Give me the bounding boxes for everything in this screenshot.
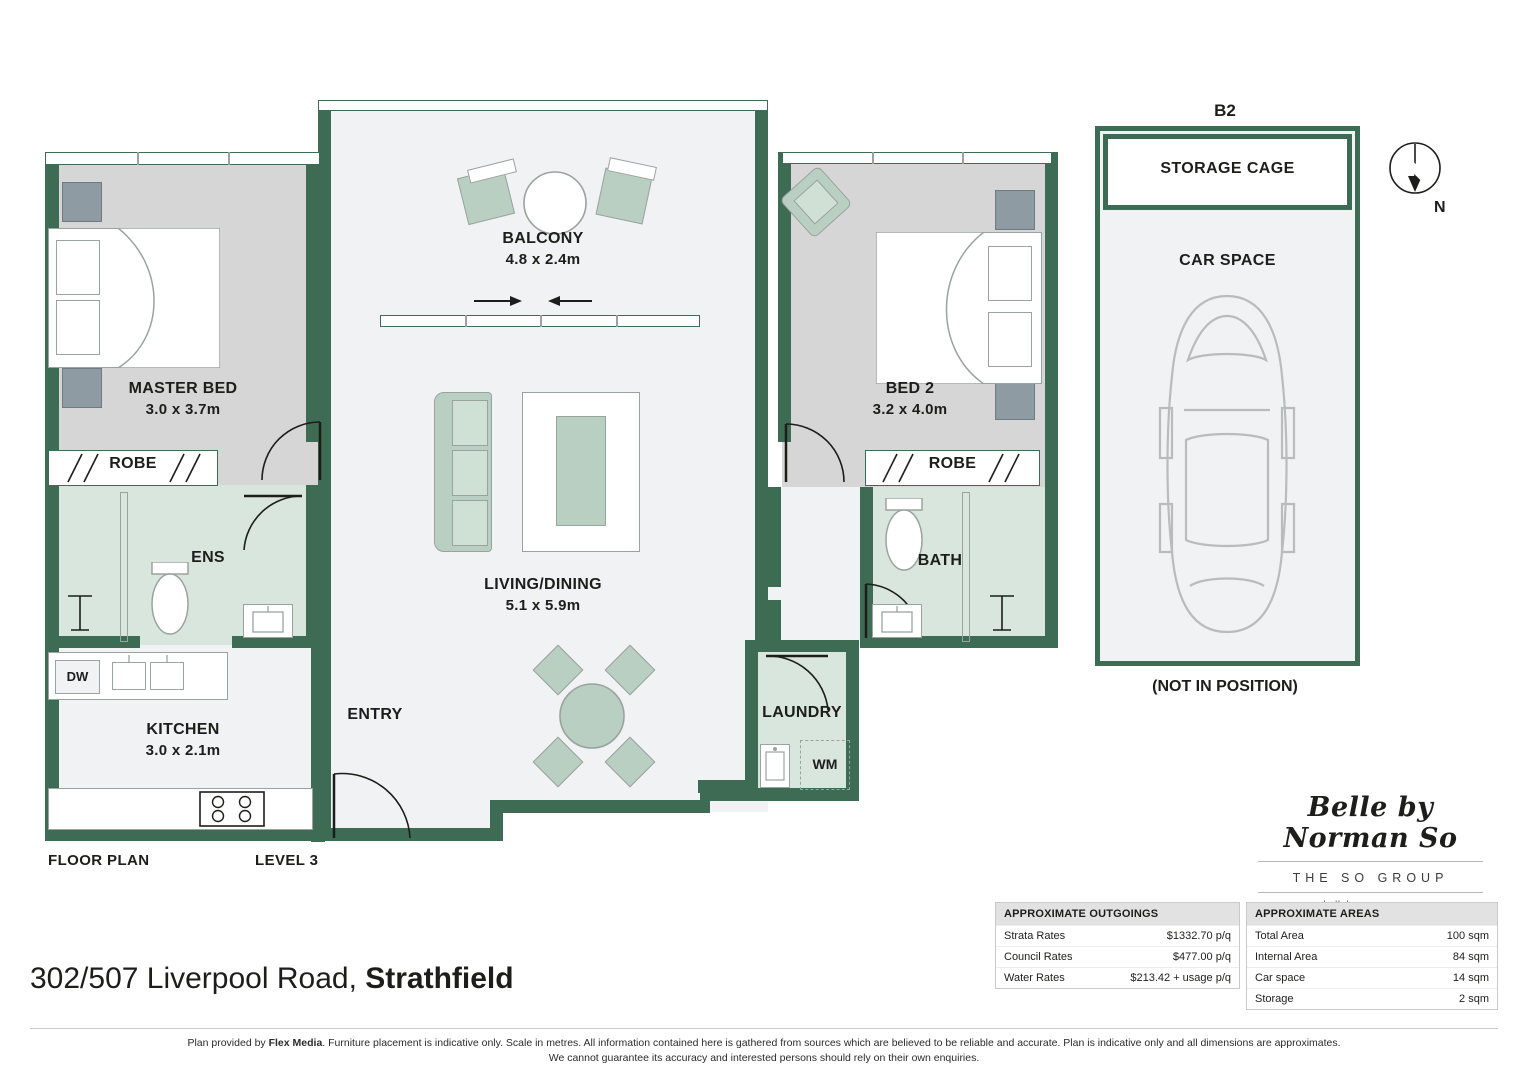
room-label-master-bed: MASTER BED 3.0 x 3.7m bbox=[128, 380, 238, 418]
areas-label: Car space bbox=[1255, 972, 1306, 984]
coffee-table bbox=[556, 416, 606, 526]
room-label-bed2: BED 2 3.2 x 4.0m bbox=[872, 380, 948, 418]
outgoings-row bbox=[996, 967, 1239, 988]
areas-heading: APPROXIMATE AREAS bbox=[1247, 903, 1497, 925]
balcony-door-div1 bbox=[465, 315, 467, 327]
north-arrow-icon bbox=[1388, 140, 1448, 218]
basin-bath bbox=[872, 604, 922, 638]
areas-label: Internal Area bbox=[1255, 951, 1318, 963]
areas-value: 100 sqm bbox=[1446, 930, 1489, 942]
b2-label: B2 bbox=[1214, 101, 1236, 120]
brand-script: Belle by Norman So bbox=[1283, 792, 1458, 854]
car-space-label: CAR SPACE bbox=[1179, 252, 1276, 269]
room-label-bath: BATH bbox=[917, 552, 963, 569]
shower-ens bbox=[120, 492, 128, 642]
cooktop-icon bbox=[198, 790, 266, 828]
dining-table bbox=[556, 680, 628, 752]
door-bed2 bbox=[782, 420, 848, 486]
floor-plan-label: FLOOR PLAN bbox=[48, 852, 150, 869]
window-bed2 bbox=[782, 152, 1052, 164]
outgoings-label: Water Rates bbox=[1004, 972, 1065, 984]
hall-fill bbox=[768, 487, 868, 647]
laundry-tub-detail bbox=[760, 744, 790, 788]
address-street: 302/507 Liverpool Road, bbox=[30, 962, 366, 995]
room-label-robe-bed2: ROBE bbox=[928, 455, 977, 472]
outgoings-heading: APPROXIMATE OUTGOINGS bbox=[996, 903, 1239, 925]
sofa-cushion-3 bbox=[452, 500, 488, 546]
entry-label: ENTRY bbox=[347, 706, 403, 723]
window-balcony-top bbox=[318, 100, 768, 111]
areas-value: 14 sqm bbox=[1452, 972, 1489, 984]
car-icon bbox=[1152, 290, 1302, 638]
carspace-diagram bbox=[1090, 100, 1370, 700]
page-title bbox=[30, 962, 514, 996]
wall-bath-right bbox=[1045, 487, 1058, 647]
svg-text:N: N bbox=[1434, 199, 1446, 216]
dishwasher-label: DW bbox=[66, 669, 89, 684]
room-label-robe-master: ROBE bbox=[109, 455, 157, 472]
wall-laundry-top bbox=[745, 640, 859, 652]
areas-value: 2 sqm bbox=[1459, 993, 1489, 1005]
disclaimer-brand: Flex Media bbox=[268, 1037, 323, 1049]
footer-divider bbox=[30, 1028, 1498, 1029]
areas-row bbox=[1247, 925, 1497, 946]
wall-living-bottom bbox=[490, 800, 710, 813]
window-bed2-div1 bbox=[872, 152, 874, 164]
address-suburb: Strathfield bbox=[365, 962, 514, 995]
wall-bed2-right bbox=[1045, 152, 1058, 487]
outgoings-row bbox=[996, 925, 1239, 946]
level-label: LEVEL 3 bbox=[255, 852, 319, 869]
wall-living-bottom-step bbox=[490, 800, 503, 841]
balcony-door-div3 bbox=[616, 315, 618, 327]
wall-balcony-left bbox=[318, 100, 331, 322]
door-ens bbox=[240, 492, 306, 552]
disclaimer-pre: Plan provided by bbox=[187, 1037, 269, 1049]
outgoings-value: $477.00 p/q bbox=[1172, 951, 1231, 963]
window-bed2-div2 bbox=[962, 152, 964, 164]
disclaimer-post: . Furniture placement is indicative only. Scale in metres. All information contained here is gathered from sources which are believed to be reliable and accurate. Plan is indicative only and all dimensions are approximates. bbox=[322, 1037, 1341, 1049]
outgoings-value: $1332.70 p/q bbox=[1166, 930, 1231, 942]
outgoings-label: Strata Rates bbox=[1004, 930, 1066, 942]
door-entry bbox=[330, 770, 416, 842]
brand-group: THE SO GROUP bbox=[1292, 871, 1449, 885]
room-label-living-dining: LIVING/DINING 5.1 x 5.9m bbox=[484, 576, 602, 614]
outgoings-value: $213.42 + usage p/q bbox=[1130, 972, 1231, 984]
window-master-div2 bbox=[228, 152, 230, 165]
balcony-table bbox=[520, 168, 590, 238]
areas-row bbox=[1247, 967, 1497, 988]
shower-head-bath bbox=[984, 586, 1020, 636]
sofa-cushion-1 bbox=[452, 400, 488, 446]
balcony-door-div2 bbox=[540, 315, 542, 327]
outgoings-row bbox=[996, 946, 1239, 967]
room-label-laundry: LAUNDRY bbox=[762, 704, 842, 721]
window-master-div1 bbox=[137, 152, 139, 165]
disclaimer bbox=[0, 1036, 1528, 1066]
areas-row bbox=[1247, 946, 1497, 967]
areas-value: 84 sqm bbox=[1452, 951, 1489, 963]
bedside-square-master-top bbox=[62, 182, 102, 222]
outgoings-label: Council Rates bbox=[1004, 951, 1073, 963]
areas-label: Storage bbox=[1255, 993, 1294, 1005]
shower-head-ens bbox=[62, 586, 98, 636]
pillow-bed2-1 bbox=[988, 246, 1032, 301]
washing-machine-label: WM bbox=[812, 756, 838, 772]
bed-master-quilt bbox=[118, 228, 220, 368]
door-master bbox=[258, 418, 324, 484]
areas-label: Total Area bbox=[1255, 930, 1304, 942]
wall-living-right bbox=[755, 322, 768, 652]
pillow-bed2-2 bbox=[988, 312, 1032, 367]
room-label-balcony: BALCONY 4.8 x 2.4m bbox=[502, 230, 584, 268]
not-in-position-label: (NOT IN POSITION) bbox=[1152, 678, 1298, 695]
room-label-ens: ENS bbox=[191, 549, 225, 566]
storage-cage-label: STORAGE CAGE bbox=[1160, 160, 1295, 177]
wall-balcony-right bbox=[755, 100, 768, 322]
sofa-cushion-2 bbox=[452, 450, 488, 496]
kitchen-tap bbox=[112, 655, 184, 667]
kitchen-bench-bottom bbox=[48, 788, 313, 830]
wall-living-left bbox=[318, 322, 331, 652]
bedside-square-bed2-top bbox=[995, 190, 1035, 230]
wall-ens-left bbox=[45, 490, 59, 645]
basin-ens bbox=[243, 604, 293, 638]
areas-row bbox=[1247, 988, 1497, 1009]
pillow-master-2 bbox=[56, 300, 100, 355]
brand-divider-2 bbox=[1258, 892, 1483, 893]
brand-divider bbox=[1258, 861, 1483, 862]
disclaimer-line-2: We cannot guarantee its accuracy and interested persons should rely on their own enquiries. bbox=[548, 1052, 980, 1064]
toilet-ens bbox=[146, 562, 194, 640]
areas-table bbox=[1246, 902, 1498, 1010]
outgoings-table bbox=[995, 902, 1240, 989]
bed-bed2-quilt bbox=[876, 232, 984, 384]
disclaimer-line-1 bbox=[0, 1036, 1528, 1051]
sliding-door-arrows bbox=[470, 290, 600, 312]
room-label-kitchen: KITCHEN 3.0 x 2.1m bbox=[145, 721, 221, 759]
brand-block bbox=[1258, 792, 1483, 910]
wall-hall-left2 bbox=[768, 600, 781, 652]
wall-hall-left bbox=[768, 487, 781, 587]
pillow-master-1 bbox=[56, 240, 100, 295]
window-master bbox=[45, 152, 320, 165]
